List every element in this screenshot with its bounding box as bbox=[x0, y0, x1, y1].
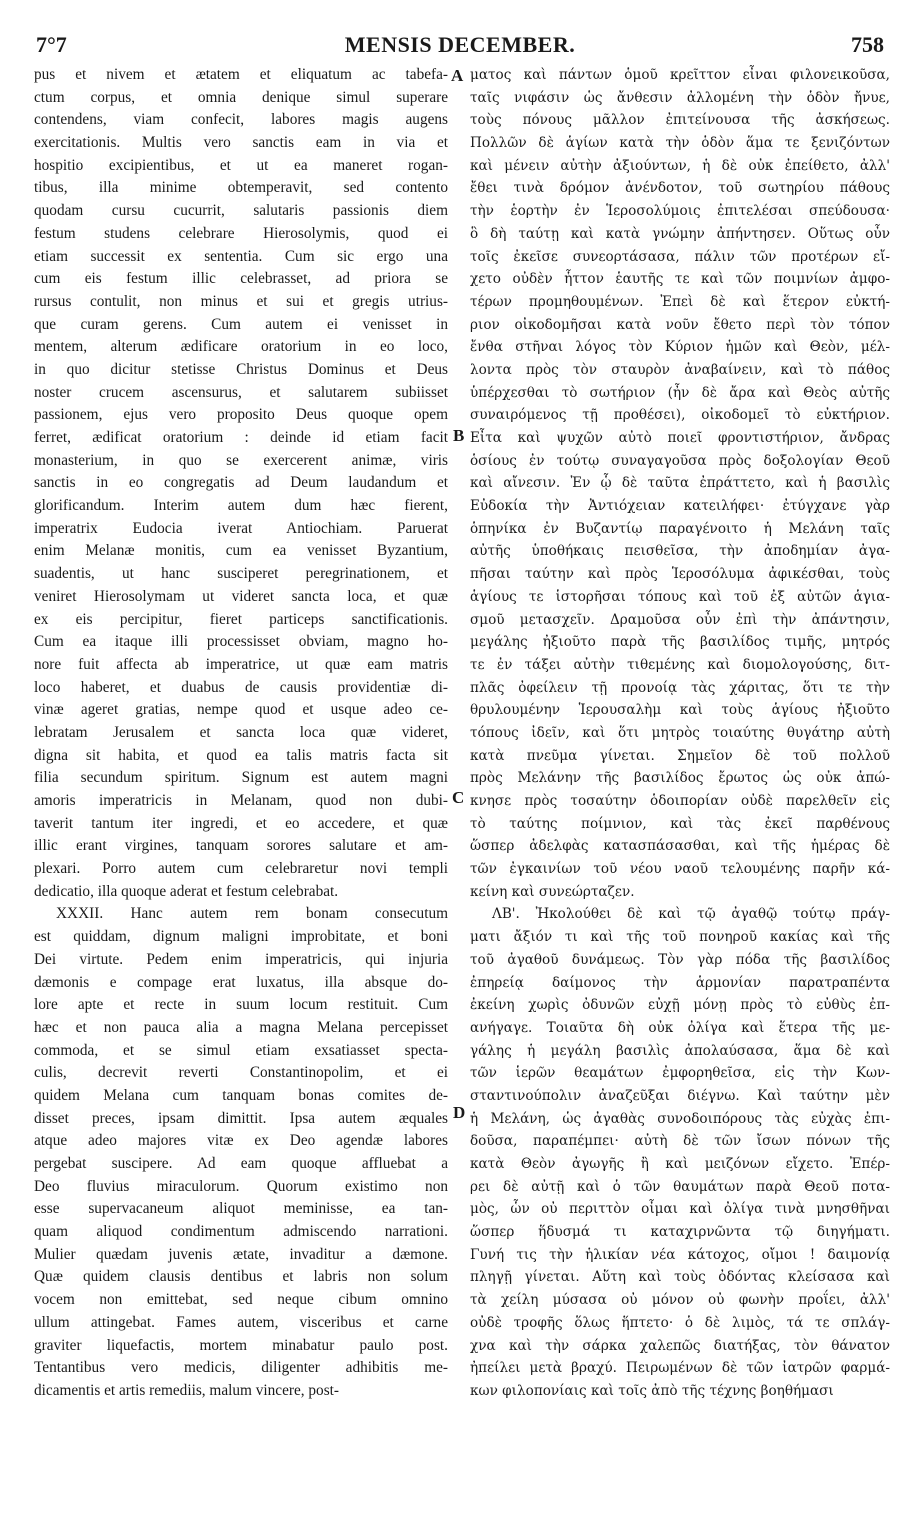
text-line: dæmonis e compage erat luxatus, illa absque do- bbox=[34, 973, 448, 991]
text-line: ὑπέρχεσθαι τὸ σωτήριον (ἦν δὲ ἄρα καὶ Θεὸς αὐτῆς bbox=[470, 384, 890, 401]
text-line: ταῖς νιφάσιν ὡς ἄνθεσιν ἀλλομένη τὴν ὁδὸν ἤνυε, bbox=[470, 89, 890, 106]
text-line: quodam cursu cucurrit, salutaris passionis diem bbox=[34, 202, 448, 220]
margin-letter-d: D bbox=[453, 1103, 466, 1122]
text-line: τοῦ ἀγαθοῦ δυνάμεως. Τὸν γὰρ πόδα τῆς βασιλίδος bbox=[470, 951, 890, 968]
text-line: que curam gerens. Cum autem ei venisset in bbox=[34, 315, 448, 333]
text-line: tibus, illa minime obtemperavit, sed contento bbox=[34, 179, 448, 197]
text-line: enim Melanæ monitis, cum ea venisset Byzantium, bbox=[34, 542, 448, 560]
text-line: hæc et non pauca alia a magna Melana percepisset bbox=[34, 1018, 448, 1036]
text-line: Dei virtute. Pedem enim imperatricis, qui injuria bbox=[34, 950, 448, 968]
text-line: τῶν ἐγκαινίων τοῦ νέου ναοῦ τελουμένης παρῆν κά- bbox=[470, 861, 890, 878]
text-line: ἔνθα στῆναι λόγος τὸν Κύριον ἡμῶν καὶ Θεὸν, μέλ- bbox=[470, 339, 890, 356]
text-line: κατὰ Θεὸν ἀγωγῆς ἢ καὶ μειζόνων εἴχετο. Ἐπέρ- bbox=[470, 1156, 890, 1172]
text-line: pergebat suscipere. Ad eam quoque affluebat a bbox=[34, 1155, 448, 1172]
text-line: vinæ ageret gratias, nempe quod et usque adeo ce- bbox=[34, 701, 448, 719]
text-line: Πολλῶν δὲ ἁγίων κατὰ τὴν ὁδὸν ἅμα τε ξενιζόντων bbox=[470, 135, 890, 152]
text-line: filia secundum spiritum. Signum est autem magni bbox=[34, 769, 448, 787]
text-line: ανήγαγε. Τοιαῦτα δὴ οὐκ ὀλίγα καὶ ἕτερα τῆς με- bbox=[470, 1019, 890, 1036]
text-line: ἐπηρείᾳ δαίμονος τὴν ἁρμονίαν παρατραπέντα bbox=[470, 974, 890, 991]
text-line: vocem non emittebat, sed neque cibum omnino bbox=[34, 1291, 448, 1309]
text-line: μὸς, ὧν οὐ περιττὸν οἶμαι καὶ ὀλίγα τινὰ μνησθῆναι bbox=[470, 1201, 890, 1218]
text-line: συναιρόμενος τῇ προθέσει), οἰκοδομεῖ τὸ εὐκτήριον. bbox=[470, 407, 890, 424]
text-line: οὐδὲ τροφῆς ὅλως ἥπτετο· ὁ δὲ λιμὸς, τά τε σπλάγ- bbox=[470, 1314, 890, 1331]
text-line: πρὸς Μελάνην τῆς βασιλίδος ἔρωτος ὡς οὐκ ἀπώ- bbox=[470, 770, 890, 787]
text-line: πληγῇ γίνεται. Αὕτη καὶ τοὺς ὀδόντας κλείσασα καὶ bbox=[470, 1269, 890, 1286]
text-line: Tentantibus vero medicis, diligenter adhibitis me- bbox=[34, 1359, 448, 1377]
text-line: ὁπηνίκα ἐν Βυζαντίῳ παραγένοιτο ἡ Μελάνη ταῖς bbox=[470, 520, 890, 537]
text-line: ferret, ædificat oratorium : deinde id etiam facit bbox=[34, 429, 448, 446]
margin-letter-a: A bbox=[451, 66, 464, 85]
text-line: noster crucem ascensurus, et salutarem subiisset bbox=[34, 383, 448, 401]
page-number-right: 758 bbox=[851, 32, 884, 57]
text-line: pus et nivem et ætatem et eliquatum ac tabefa- bbox=[34, 66, 448, 83]
text-line: dedicatio, illa quoque aderat et festum celebrabat. bbox=[34, 882, 339, 900]
text-line: μεγάλης ἠξιοῦτο παρὰ τῆς βασιλίδος τιμῆς, μητρός bbox=[470, 634, 890, 651]
text-line: ρει δὲ αὐτῇ καὶ ὁ τῶν θαυμάτων παρὰ Θεοῦ ποτα- bbox=[470, 1178, 890, 1195]
text-line: τῶν ἱερῶν θεαμάτων ἐμφορηθεῖσα, εἰς τὴν Κων- bbox=[470, 1065, 890, 1082]
text-line: loco haberet, et duabus de causis providentiæ di- bbox=[34, 678, 448, 696]
text-line: ἔθει τινὰ δρόμον ἀνένδοτον, τοῦ σωτηρίου πάθους bbox=[470, 180, 890, 197]
text-line: XXXII. Hanc autem rem bonam consecutum bbox=[56, 905, 448, 923]
text-line: κων φιλοπονίαις καὶ τοῖς ἀπὸ τῆς τέχνης βοηθήμασι bbox=[470, 1382, 834, 1399]
text-line: πλᾶς ὀφείλειν τῇ προνοίᾳ τὰς χάριτας, ὅτι τε τὴν bbox=[470, 679, 890, 696]
text-line: quam aliquod condimentum admiscendo narrationi. bbox=[34, 1223, 448, 1241]
margin-letter-b: B bbox=[453, 426, 465, 445]
text-line: nore fuit affecta ab imperatrice, ut quæ eam matris bbox=[34, 655, 448, 673]
text-line: imperatrix Eudocia iverat Antiochiam. Paruerat bbox=[34, 519, 448, 537]
text-line: ΛΒ'. Ἠκολούθει δὲ καὶ τῷ ἀγαθῷ τούτῳ πράγ- bbox=[492, 906, 890, 923]
text-line: contendens, viam confecit, labores magis augens bbox=[34, 111, 448, 129]
text-line: τὴν ἑορτὴν ἐν Ἱεροσολύμοις ἐπιτελέσαι σπεύδουσα· bbox=[470, 203, 890, 220]
text-line: ex eis percipitur, fieret particeps sanctificationis. bbox=[34, 610, 448, 628]
text-line: sanctis in eo congregatis ad Deum laudandum et bbox=[34, 474, 448, 492]
text-line: festum studens celebrare Hierosolymis, quod ei bbox=[34, 224, 448, 242]
text-line: κείνη καὶ συνεώρταζεν. bbox=[470, 883, 635, 900]
text-line: ὁσίους ἐν τούτῳ συναγαγοῦσα πρὸς δοξολογίαν Θεοῦ bbox=[470, 452, 890, 469]
text-line: ματος καὶ πάντων ὁμοῦ κρεῖττον εἶναι φιλονεικοῦσα, bbox=[470, 67, 890, 83]
text-line: Εὐδοκία τὴν Ἀντιόχειαν κατειλήφει· ἐτύγχανε γὰρ bbox=[470, 498, 890, 515]
text-line: lebratam Jerusalem et sancta loca quæ videret, bbox=[34, 723, 448, 741]
text-line: amoris imperatricis in Melanam, quod non dubi- bbox=[34, 792, 448, 809]
text-line: lore apte et recte in suum locum restituit. Cum bbox=[34, 996, 448, 1014]
text-line: esse supervacaneum aliquot meminisse, ea tan- bbox=[34, 1200, 448, 1218]
text-line: ἁγίους τε ἱστορῆσαι τόπους καὶ τοῦ ἐξ αὐτῶν ἁγια- bbox=[470, 588, 890, 605]
running-head bbox=[36, 32, 884, 62]
text-line: in quo dicitur stetisse Christus Dominus et Deus bbox=[34, 360, 448, 378]
text-line: σμοῦ μετασχεῖν. Δραμοῦσα οὖν ἐπὶ τὴν ἀπάντησιν, bbox=[470, 611, 890, 628]
text-line: est quiddam, dignum maligni improbitate, et boni bbox=[34, 928, 448, 946]
text-line: ἡ Μελάνη, ὡς ἀγαθὰς συνοδοιπόρους τὰς εὐχὰς ἐπι- bbox=[470, 1110, 890, 1127]
text-line: τόπους ἰδεῖν, καὶ ὅτι μητρὸς τοιαύτης θυγάτηρ αὐτὴ bbox=[470, 724, 890, 741]
text-line: χνα καὶ τὴν σάρκα χαλεπῶς διατήξας, τὸν θάνατον bbox=[470, 1337, 890, 1354]
text-line: ἐκείνη χωρὶς ὀδυνῶν εὐχῇ μόνῃ πρὸς τὸ εὐθὺς ἐπ- bbox=[470, 997, 890, 1014]
margin-letter-c: C bbox=[452, 788, 465, 807]
text-line: σταντινούπολιν ἀναζεῦξαι διέγνω. Καὶ ταύτην μὲν bbox=[470, 1087, 890, 1104]
text-line: plexari. Porro autem cum celebraretur novi templi bbox=[34, 860, 448, 878]
text-line: suadentis, ut hanc susciperet peregrinationem, et bbox=[34, 565, 448, 583]
text-line: etiam successit ex sententia. Cum sic ergo una bbox=[34, 247, 448, 265]
text-line: τὸ ταύτης ποίμνιον, καὶ τὰς ἐκεῖ παρθένους bbox=[470, 815, 890, 832]
page-number-left: 7°7 bbox=[36, 32, 67, 57]
text-line: cum eis festum illic celebrasset, ad priora se bbox=[34, 270, 448, 288]
text-line: ὃ δὴ ταύτῃ καὶ κατὰ γνώμην ἀπήντησεν. Οὕτως οὖν bbox=[470, 225, 890, 242]
text-line: quidem Melana cum tanquam bonas comites de- bbox=[34, 1086, 448, 1104]
text-line: Deo fluvius miraculorum. Quorum existimo non bbox=[34, 1177, 448, 1195]
text-line: ριον οἰκοδομῆσαι κατὰ νοῦν ἔθετο περὶ τὸν τόπον bbox=[470, 316, 890, 333]
text-line: ctum corpus, et omnia denique simul superare bbox=[34, 88, 448, 106]
text-line: passionem, ejus vero proposito Deus quoque opem bbox=[34, 406, 448, 424]
text-line: monasterium, in quo se exercerent animæ, viris bbox=[34, 451, 448, 469]
text-line: ullum attingebat. Fames autem, visceribus et carne bbox=[34, 1313, 448, 1331]
text-line: καὶ αἴνεσιν. Ἐν ᾧ δὲ ταῦτα ἐπράττετο, καὶ ἡ βασιλὶς bbox=[470, 475, 890, 492]
text-line: exercitationis. Multis vero sanctis eam in via et bbox=[34, 134, 448, 152]
text-line: atque adeo majores vitæ ex Deo agendæ labores bbox=[34, 1132, 448, 1150]
text-line: δοῦσα, παραπέμπει· αὐτὴ δὲ τῶν ἴσων πόνων τῆς bbox=[470, 1133, 890, 1150]
text-line: Γυνή τις τὴν ἡλικίαν νέα κάτοχος, οἴμοι ! δαιμονίᾳ bbox=[470, 1246, 890, 1263]
text-line: τε ἐν τάξει αὐτὴν τιθεμένης καὶ διομολογούσης, διτ- bbox=[470, 656, 890, 673]
text-line: hospitio excipientibus, et ut ea maneret rogan- bbox=[34, 156, 448, 174]
text-line: πῆσαι ταύτην καὶ πρὸς Ἱεροσόλυμα ἀφικέσθαι, τοὺς bbox=[470, 566, 890, 583]
text-line: ὥσπερ ἥδυσμά τι καταχιρνῶντα τῷ διηγήματι. bbox=[470, 1224, 890, 1241]
text-line: τέρων προμηθουμένων. Ἐπεὶ δὲ καὶ ἕτερον εὐκτή- bbox=[470, 293, 890, 310]
text-line: Quæ quidem clausis dentibus et labris non solum bbox=[34, 1268, 448, 1286]
text-line: Cum ea itaque illi processisset obviam, magno ho- bbox=[34, 633, 448, 651]
text-line: τοῖς ἐκεῖσε συνεορτάσασα, πάλιν τῶν προτέρων εἴ- bbox=[470, 248, 890, 265]
text-line: Mulier quædam juvenis ætate, invaditur a dæmone. bbox=[34, 1245, 448, 1263]
text-line: ὥσπερ ἀδελφὰς κατασπάσασθαι, καὶ τῆς ἡμέρας δὲ bbox=[470, 838, 890, 855]
text-line: χετο οὐδὲν ἧττον ἑαυτῆς τε καὶ τῶν ποιμνίων ἀμφο- bbox=[470, 271, 890, 288]
text-line: mentem, alterum ædificare oratorium in eo loco, bbox=[34, 338, 448, 356]
text-line: glorificandum. Interim autem dum hæc fierent, bbox=[34, 497, 448, 515]
text-line: κνησε πρὸς τοσαύτην ὁδοιπορίαν οὐδὲ παρελθεῖν εἰς bbox=[470, 793, 890, 809]
text-line: κατὰ πνεῦμα γίνεται. Σημεῖον δὲ τοῦ πολλοῦ bbox=[470, 747, 890, 764]
text-line: αὐτῆς ὑποθήκαις πεισθεῖσα, τὴν ἀποδημίαν ἀγα- bbox=[470, 543, 890, 560]
text-line: digna sit habita, et quod ea talis matris facta sit bbox=[34, 746, 448, 764]
text-line: illic erant virgines, tanquam sorores salutare et am- bbox=[34, 837, 448, 855]
text-line: graviter liquefactis, mortem minabatur paulo post. bbox=[34, 1336, 448, 1354]
text-line: veniret Hierosolymam ut videret sancta loca, et quæ bbox=[34, 587, 448, 605]
greek-column bbox=[470, 64, 890, 1403]
text-line: culis, decrevit reverti Constantinopolim, et ei bbox=[34, 1064, 448, 1082]
text-line: λοντα πρὸς τὸν σταυρὸν ἀναβαίνειν, καὶ τὸ πάθος bbox=[470, 361, 890, 378]
text-line: γάλης ἡ μεγάλη βασιλὶς ἀπολαύσασα, ἅμα δὲ καὶ bbox=[470, 1042, 890, 1059]
text-line: disset preces, ipsam dimittit. Ipsa autem æquales bbox=[34, 1109, 448, 1127]
text-line: commoda, et se simul etiam exsatiasset specta- bbox=[34, 1041, 448, 1059]
text-line: rursus contulit, non minus et sui et gregis utrius- bbox=[34, 292, 448, 310]
text-line: taverit tantum iter ingredi, et eo accedere, et quæ bbox=[34, 814, 448, 832]
text-line: Εἶτα καὶ ψυχῶν αὐτὸ ποιεῖ φροντιστήριον, ἄνδρας bbox=[470, 430, 890, 446]
text-line: dicamentis et artis remediis, malum vincere, post- bbox=[34, 1381, 339, 1399]
text-line: ματι ἄξιόν τι καὶ τῆς τοῦ πονηροῦ κακίας καὶ τῆς bbox=[470, 929, 890, 946]
running-title: MENSIS DECEMBER. bbox=[344, 32, 576, 57]
text-line: ἠπείλει μετὰ βραχύ. Πειρωμένων δὲ τῶν ἰατρῶν φαρμά- bbox=[470, 1360, 890, 1377]
text-line: καὶ μένειν αὐτὴν ἀξιούντων, ἡ δὲ οὐκ ἐπείθετο, ἀλλ' bbox=[470, 157, 890, 174]
text-line: θρυλουμένην Ἱερουσαλὴμ καὶ τοὺς ἁγίους ἠξιοῦτο bbox=[470, 702, 890, 719]
latin-column bbox=[34, 64, 448, 1403]
text-line: τοὺς πόνους μᾶλλον ἐπιτείνουσα τῆς ἀσκήσεως. bbox=[470, 112, 890, 129]
text-line: τὰ χείλη μύσασα οὐ μόνον οὐ φωνὴν προΐει, ἀλλ' bbox=[470, 1292, 890, 1309]
